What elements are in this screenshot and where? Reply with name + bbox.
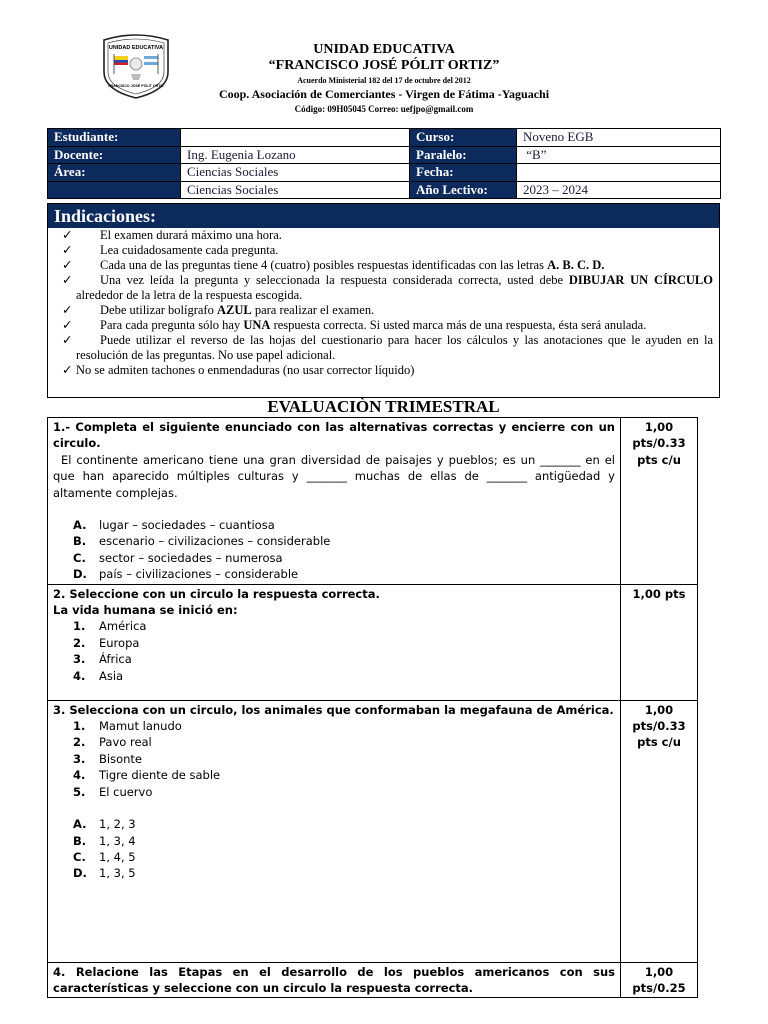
question-1-title: 1.- Completa el siguiente enunciado con las alternativas correctas y encierre con un circulo.	[53, 420, 615, 451]
instruction-item: ✓ Debe utilizar bolígrafo AZUL para realizar el examen.	[62, 303, 375, 317]
student-info-table	[47, 128, 721, 199]
check-icon: ✓	[62, 303, 73, 317]
question-4-points: 1,00 pts/0.25	[621, 962, 698, 998]
question-row-3	[48, 700, 698, 962]
year-value: 2023 – 2024	[517, 181, 721, 199]
info-row-area	[48, 164, 721, 182]
option-a[interactable]: A. 1, 2, 3	[73, 817, 136, 832]
question-2	[48, 584, 621, 700]
question-1	[48, 418, 621, 585]
option-c[interactable]: C. 1, 4, 5	[73, 849, 136, 864]
option-a[interactable]: A. lugar – sociedades – cuantiosa	[73, 518, 275, 533]
question-row-4	[48, 962, 698, 998]
parallel-label: Paralelo:	[410, 146, 517, 164]
question-3-title: 3. Selecciona con un circulo, los animales que conformaban la megafauna de América.	[53, 702, 614, 717]
subject-value: Ciencias Sociales	[181, 181, 410, 199]
check-icon: ✓	[62, 228, 73, 242]
check-icon: ✓	[62, 258, 73, 272]
instruction-item: ✓ Puede utilizar el reverso de las hojas del cuestionario para hacer los cálculos y las anotaciones que le ayuden en la resolución de las preguntas. No use papel adicional.	[62, 333, 713, 362]
school-name-line1: UNIDAD EDUCATIVA	[313, 42, 455, 57]
option-1[interactable]: 1. América	[73, 619, 147, 634]
instructions-title: Indicaciones:	[48, 204, 719, 228]
blank-label-cell	[48, 181, 181, 199]
list-item: 5. El cuervo	[73, 784, 153, 799]
info-row-teacher	[48, 146, 721, 164]
instruction-item: ✓ No se admiten tachones o enmendaduras (no usar corrector líquido)	[62, 363, 415, 377]
instructions-box	[47, 203, 720, 398]
instruction-item: ✓ Una vez leída la pregunta y seleccionada la respuesta considerada correcta, usted debe DIBUJAR UN CÍRCULO alrededor de la letra de la respuesta escogida.	[62, 273, 713, 302]
parallel-value: “B”	[517, 146, 721, 164]
question-3	[48, 700, 621, 962]
question-row-1	[48, 418, 698, 585]
check-icon: ✓	[62, 243, 73, 257]
course-value: Noveno EGB	[517, 129, 721, 147]
school-name-line2: “FRANCISCO JOSÉ PÓLIT ORTIZ”	[268, 58, 500, 73]
question-1-points: 1,00 pts/0.33 pts c/u	[621, 418, 698, 585]
date-field[interactable]	[517, 164, 721, 182]
info-row-year	[48, 181, 721, 199]
area-value: Ciencias Sociales	[181, 164, 410, 182]
question-2-subtitle: La vida humana se inició en:	[53, 603, 238, 618]
info-row-student	[48, 129, 721, 147]
student-label: Estudiante:	[48, 129, 181, 147]
option-d[interactable]: D. 1, 3, 5	[73, 866, 136, 881]
logo-bottom-text: FRANCISCO JOSÉ PÓLIT ORTIZ	[108, 84, 164, 88]
date-label: Fecha:	[410, 164, 517, 182]
list-item: 4. Tigre diente de sable	[73, 768, 221, 783]
instruction-item: ✓ Cada una de las preguntas tiene 4 (cuatro) posibles respuestas identificadas con las letras A. B. C. D.	[62, 258, 605, 272]
list-item: 1. Mamut lanudo	[73, 719, 182, 734]
check-icon: ✓	[62, 363, 73, 377]
option-c[interactable]: C. sector – sociedades – numerosa	[73, 550, 283, 565]
question-2-points: 1,00 pts	[621, 584, 698, 700]
cooperative-address: Coop. Asociación de Comerciantes - Virgen de Fátima -Yaguachi	[218, 87, 550, 101]
option-4[interactable]: 4. Asia	[73, 668, 124, 683]
student-field[interactable]	[181, 129, 410, 147]
question-1-text: El continente americano tiene una gran diversidad de paisajes y pueblos; es un _______ en el que han aparecido múltiples culturas y _______ muchas de ellas de _______ antigüedad y altamente complejas.	[53, 452, 615, 500]
list-item: 2. Pavo real	[73, 735, 152, 750]
teacher-value: Ing. Eugenia Lozano	[181, 146, 410, 164]
instruction-item: ✓ El examen durará máximo una hora.	[62, 228, 282, 242]
check-icon: ✓	[62, 318, 73, 332]
option-2[interactable]: 2. Europa	[73, 635, 140, 650]
check-icon: ✓	[62, 333, 73, 347]
questions-table	[47, 417, 698, 998]
option-b[interactable]: B. escenario – civilizaciones – considerable	[73, 534, 331, 549]
question-3-points: 1,00 pts/0.33 pts c/u	[621, 700, 698, 962]
instruction-item: ✓ Lea cuidadosamente cada pregunta.	[62, 243, 279, 257]
area-label: Área:	[48, 164, 181, 182]
year-label: Año Lectivo:	[410, 181, 517, 199]
question-4-title: 4. Relacione las Etapas en el desarrollo de los pueblos americanos con sus características y seleccione con un circulo la respuesta correcta.	[53, 964, 615, 996]
course-label: Curso:	[410, 129, 517, 147]
instructions-list	[48, 228, 719, 378]
list-item: 3. Bisonte	[73, 751, 142, 766]
school-contact: Código: 09H05045 Correo: uefjpo@gmail.com	[294, 104, 474, 114]
evaluation-title: EVALUACIÒN TRIMESTRAL	[267, 397, 500, 416]
question-4	[48, 962, 621, 998]
check-icon: ✓	[62, 273, 73, 287]
instruction-item: ✓ Para cada pregunta sólo hay UNA respuesta correcta. Si usted marca más de una respuesta, ésta será anulada.	[62, 318, 647, 332]
school-logo	[98, 32, 174, 100]
teacher-label: Docente:	[48, 146, 181, 164]
option-d[interactable]: D. país – civilizaciones – considerable	[73, 567, 299, 582]
question-row-2	[48, 584, 698, 700]
question-2-title: 2. Seleccione con un circulo la respuesta correcta.	[53, 586, 380, 601]
logo-top-text: UNIDAD EDUCATIVA	[108, 45, 164, 51]
option-3[interactable]: 3. África	[73, 652, 132, 667]
option-b[interactable]: B. 1, 3, 4	[73, 833, 136, 848]
ministerial-agreement: Acuerdo Ministerial 182 del 17 de octubre del 2012	[297, 76, 471, 85]
